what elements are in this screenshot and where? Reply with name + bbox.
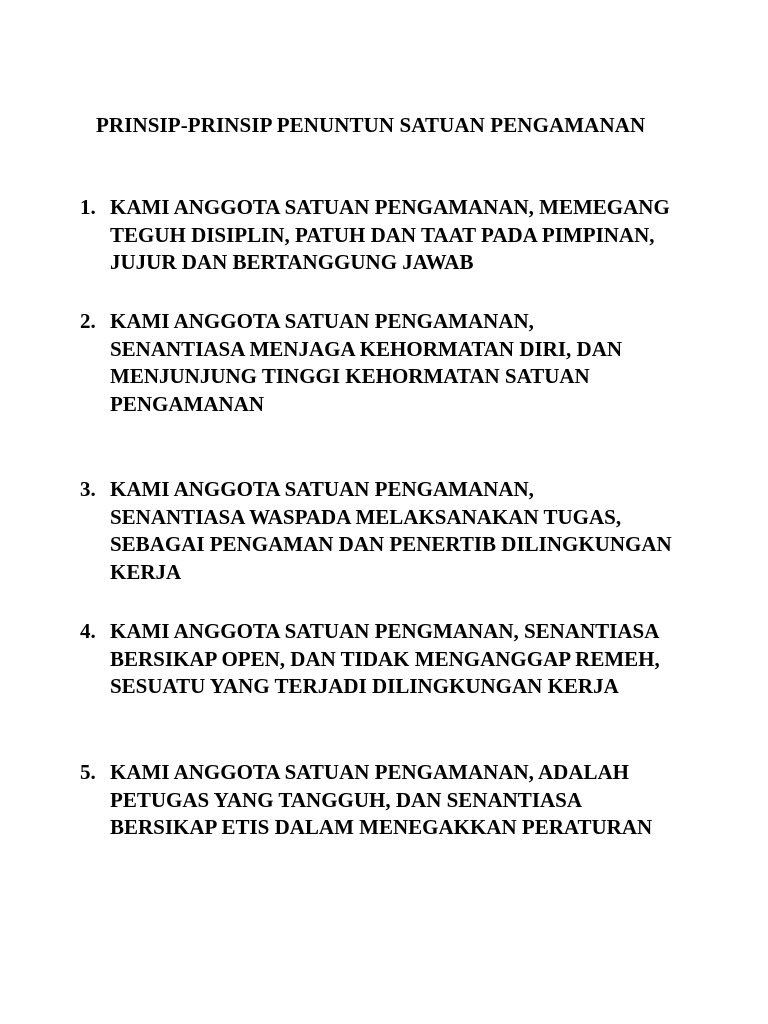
list-item [72, 476, 732, 586]
list-item-number: 5. [80, 760, 96, 784]
list-item-number: 2. [80, 309, 96, 333]
list-item [72, 308, 732, 418]
list-item-text: KAMI ANGGOTA SATUAN PENGAMANAN, SENANTIASA MENJAGA KEHORMATAN DIRI, DAN MENJUNJUNG TINGGI KEHORMATAN SATUAN PENGAMANAN [110, 309, 623, 416]
list-item [72, 759, 732, 842]
list-item-text: KAMI ANGGOTA SATUAN PENGMANAN, SENANTIASA BERSIKAP OPEN, DAN TIDAK MENGANGGAP REMEH, SESUATU YANG TERJADI DILINGKUNGAN KERJA [110, 619, 660, 698]
list-item [72, 618, 732, 701]
list-item-text: KAMI ANGGOTA SATUAN PENGAMANAN, SENANTIASA WASPADA MELAKSANAKAN TUGAS, SEBAGAI PENGAMAN DAN PENERTIB DILINGKUNGAN KERJA [110, 477, 672, 584]
list-item-text: KAMI ANGGOTA SATUAN PENGAMANAN, ADALAH PETUGAS YANG TANGGUH, DAN SENANTIASA BERSIKAP ETIS DALAM MENEGAKKAN PERATURAN [110, 760, 653, 839]
list-item-number: 1. [80, 195, 96, 219]
list-item-number: 4. [80, 619, 96, 643]
document-title: PRINSIP-PRINSIP PENUNTUN SATUAN PENGAMANAN [96, 113, 646, 137]
list-item [72, 194, 732, 277]
list-item-text: KAMI ANGGOTA SATUAN PENGAMANAN, MEMEGANG TEGUH DISIPLIN, PATUH DAN TAAT PADA PIMPINAN, JUJUR DAN BERTANGGUNG JAWAB [110, 195, 670, 274]
list-item-number: 3. [80, 477, 96, 501]
